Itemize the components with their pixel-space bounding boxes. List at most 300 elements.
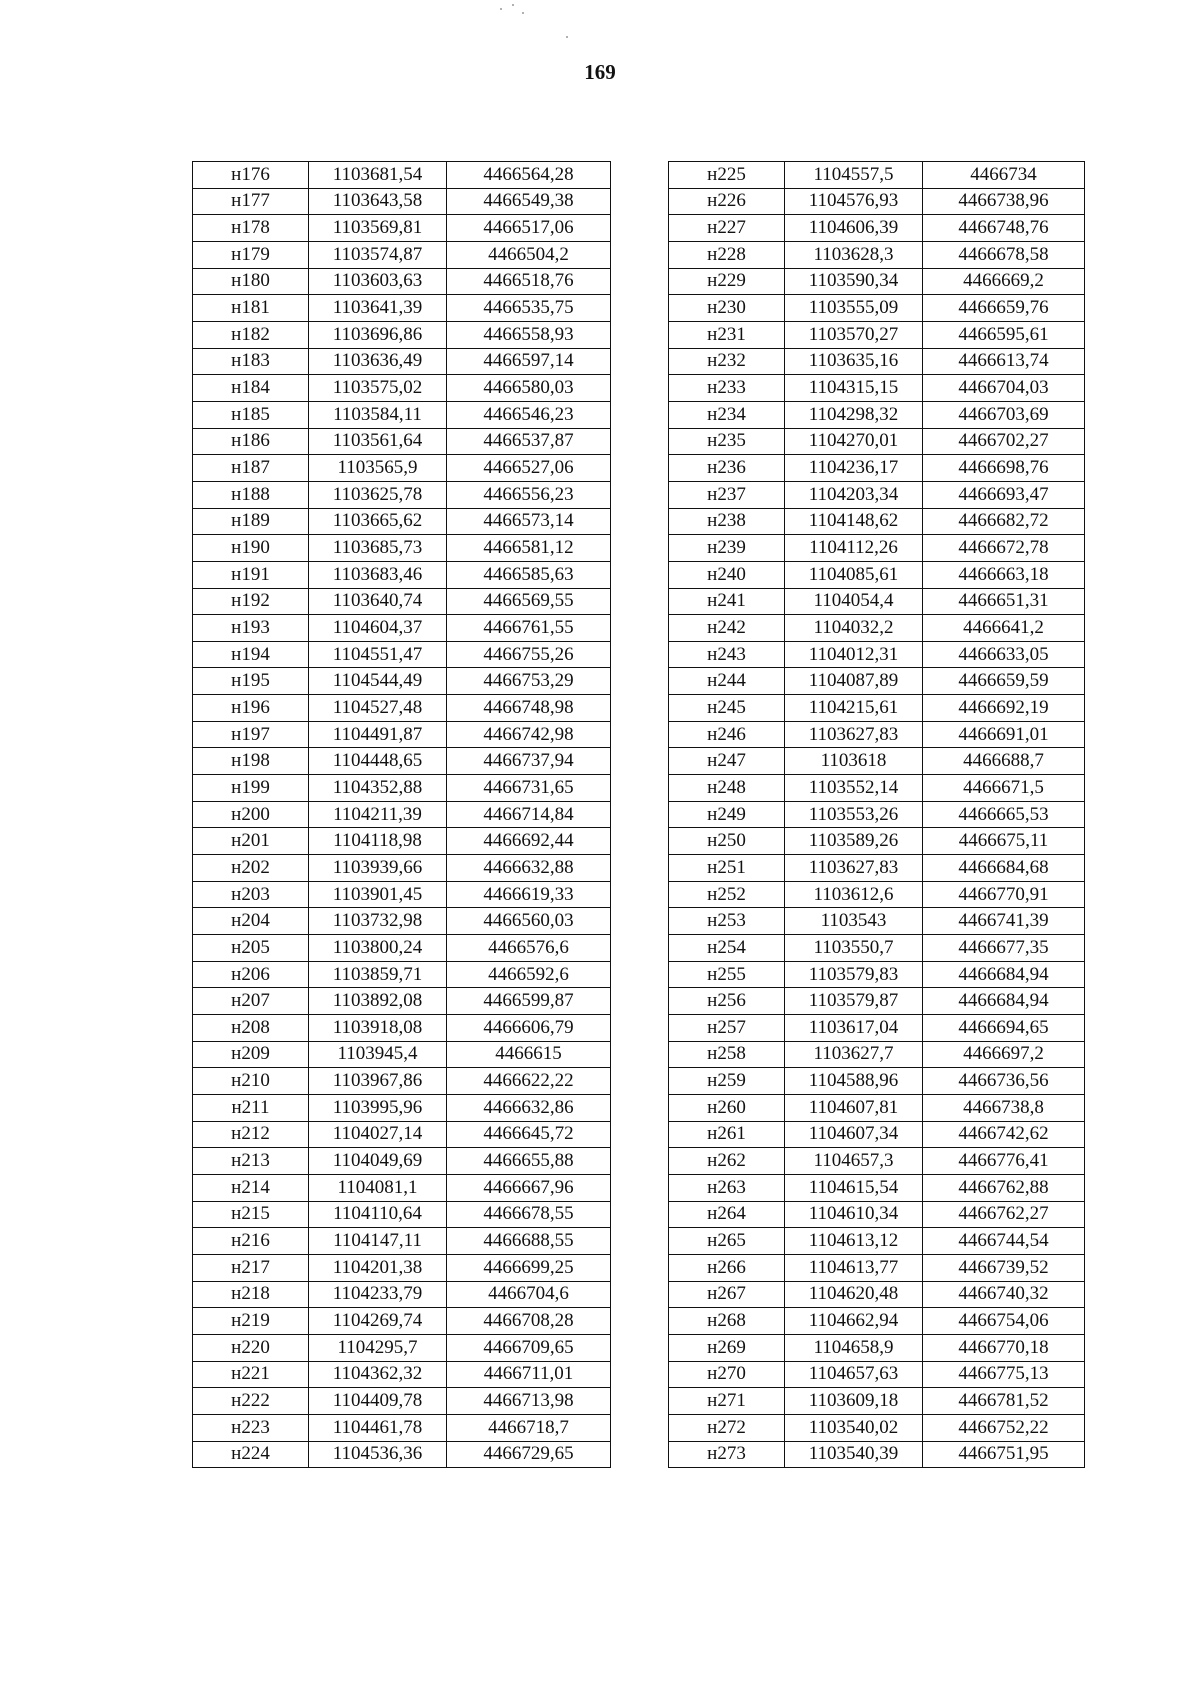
x-coordinate-cell: 1103859,71	[309, 961, 447, 988]
y-coordinate-cell: 4466585,63	[447, 561, 611, 588]
x-coordinate-cell: 1104607,34	[785, 1121, 923, 1148]
y-coordinate-cell: 4466744,54	[923, 1228, 1085, 1255]
y-coordinate-cell: 4466595,61	[923, 321, 1085, 348]
point-id-cell: н190	[193, 535, 309, 562]
point-id-cell: н181	[193, 295, 309, 322]
point-id-cell: н205	[193, 935, 309, 962]
y-coordinate-cell: 4466734	[923, 162, 1085, 189]
x-coordinate-cell: 1104049,69	[309, 1148, 447, 1175]
table-row	[669, 1361, 1085, 1388]
table-row	[669, 1414, 1085, 1441]
point-id-cell: н196	[193, 695, 309, 722]
y-coordinate-cell: 4466693,47	[923, 481, 1085, 508]
point-id-cell: н183	[193, 348, 309, 375]
x-coordinate-cell: 1103696,86	[309, 321, 447, 348]
y-coordinate-cell: 4466569,55	[447, 588, 611, 615]
point-id-cell: н254	[669, 935, 785, 962]
table-row	[669, 1068, 1085, 1095]
y-coordinate-cell: 4466672,78	[923, 535, 1085, 562]
point-id-cell: н192	[193, 588, 309, 615]
y-coordinate-cell: 4466659,59	[923, 668, 1085, 695]
y-coordinate-cell: 4466678,55	[447, 1201, 611, 1228]
table-row	[193, 1068, 611, 1095]
table-row	[669, 961, 1085, 988]
y-coordinate-cell: 4466663,18	[923, 561, 1085, 588]
table-row	[193, 241, 611, 268]
x-coordinate-cell: 1104112,26	[785, 535, 923, 562]
y-coordinate-cell: 4466688,55	[447, 1228, 611, 1255]
x-coordinate-cell: 1103681,54	[309, 162, 447, 189]
table-row	[193, 988, 611, 1015]
table-row	[193, 828, 611, 855]
point-id-cell: н236	[669, 455, 785, 482]
x-coordinate-cell: 1104576,93	[785, 188, 923, 215]
table-row	[193, 1148, 611, 1175]
x-coordinate-cell: 1104362,32	[309, 1361, 447, 1388]
x-coordinate-cell: 1104606,39	[785, 215, 923, 242]
x-coordinate-cell: 1104657,63	[785, 1361, 923, 1388]
y-coordinate-cell: 4466704,03	[923, 375, 1085, 402]
point-id-cell: н241	[669, 588, 785, 615]
scan-speck	[512, 4, 514, 6]
x-coordinate-cell: 1103618	[785, 748, 923, 775]
table-row	[669, 375, 1085, 402]
point-id-cell: н220	[193, 1334, 309, 1361]
x-coordinate-cell: 1104032,2	[785, 615, 923, 642]
table-row	[669, 162, 1085, 189]
y-coordinate-cell: 4466632,88	[447, 855, 611, 882]
x-coordinate-cell: 1103643,58	[309, 188, 447, 215]
table-row	[669, 1121, 1085, 1148]
scan-speck	[500, 8, 502, 10]
table-row	[193, 908, 611, 935]
y-coordinate-cell: 4466754,06	[923, 1308, 1085, 1335]
point-id-cell: н227	[669, 215, 785, 242]
table-row	[193, 1334, 611, 1361]
table-row	[193, 668, 611, 695]
point-id-cell: н218	[193, 1281, 309, 1308]
point-id-cell: н263	[669, 1174, 785, 1201]
point-id-cell: н222	[193, 1388, 309, 1415]
x-coordinate-cell: 1103635,16	[785, 348, 923, 375]
point-id-cell: н234	[669, 401, 785, 428]
point-id-cell: н202	[193, 855, 309, 882]
table-row	[193, 1281, 611, 1308]
x-coordinate-cell: 1103552,14	[785, 775, 923, 802]
y-coordinate-cell: 4466518,76	[447, 268, 611, 295]
x-coordinate-cell: 1104085,61	[785, 561, 923, 588]
x-coordinate-cell: 1103543	[785, 908, 923, 935]
point-id-cell: н244	[669, 668, 785, 695]
y-coordinate-cell: 4466564,28	[447, 162, 611, 189]
table-row	[193, 561, 611, 588]
x-coordinate-cell: 1103590,34	[785, 268, 923, 295]
table-row	[669, 1148, 1085, 1175]
x-coordinate-cell: 1104298,32	[785, 401, 923, 428]
table-row	[669, 828, 1085, 855]
y-coordinate-cell: 4466738,96	[923, 188, 1085, 215]
point-id-cell: н208	[193, 1015, 309, 1042]
y-coordinate-cell: 4466613,74	[923, 348, 1085, 375]
x-coordinate-cell: 1103553,26	[785, 801, 923, 828]
x-coordinate-cell: 1103579,83	[785, 961, 923, 988]
point-id-cell: н271	[669, 1388, 785, 1415]
y-coordinate-cell: 4466597,14	[447, 348, 611, 375]
table-row	[669, 935, 1085, 962]
table-row	[193, 1441, 611, 1468]
x-coordinate-cell: 1103939,66	[309, 855, 447, 882]
y-coordinate-cell: 4466776,41	[923, 1148, 1085, 1175]
point-id-cell: н235	[669, 428, 785, 455]
table-row	[669, 1308, 1085, 1335]
x-coordinate-cell: 1104201,38	[309, 1254, 447, 1281]
x-coordinate-cell: 1103565,9	[309, 455, 447, 482]
x-coordinate-cell: 1104613,77	[785, 1254, 923, 1281]
scan-speck	[522, 12, 524, 14]
x-coordinate-cell: 1104236,17	[785, 455, 923, 482]
point-id-cell: н187	[193, 455, 309, 482]
x-coordinate-cell: 1103627,83	[785, 855, 923, 882]
point-id-cell: н265	[669, 1228, 785, 1255]
y-coordinate-cell: 4466738,8	[923, 1094, 1085, 1121]
table-row	[669, 801, 1085, 828]
y-coordinate-cell: 4466549,38	[447, 188, 611, 215]
table-row	[669, 481, 1085, 508]
table-row	[669, 881, 1085, 908]
y-coordinate-cell: 4466682,72	[923, 508, 1085, 535]
point-id-cell: н258	[669, 1041, 785, 1068]
y-coordinate-cell: 4466762,27	[923, 1201, 1085, 1228]
point-id-cell: н233	[669, 375, 785, 402]
table-row	[669, 721, 1085, 748]
point-id-cell: н200	[193, 801, 309, 828]
y-coordinate-cell: 4466678,58	[923, 241, 1085, 268]
x-coordinate-cell: 1103640,74	[309, 588, 447, 615]
y-coordinate-cell: 4466770,18	[923, 1334, 1085, 1361]
y-coordinate-cell: 4466535,75	[447, 295, 611, 322]
x-coordinate-cell: 1103901,45	[309, 881, 447, 908]
table-row	[669, 561, 1085, 588]
y-coordinate-cell: 4466704,6	[447, 1281, 611, 1308]
x-coordinate-cell: 1104409,78	[309, 1388, 447, 1415]
point-id-cell: н203	[193, 881, 309, 908]
y-coordinate-cell: 4466748,98	[447, 695, 611, 722]
y-coordinate-cell: 4466762,88	[923, 1174, 1085, 1201]
y-coordinate-cell: 4466748,76	[923, 215, 1085, 242]
point-id-cell: н239	[669, 535, 785, 562]
x-coordinate-cell: 1104215,61	[785, 695, 923, 722]
table-row	[193, 588, 611, 615]
y-coordinate-cell: 4466737,94	[447, 748, 611, 775]
table-row	[193, 881, 611, 908]
x-coordinate-cell: 1103918,08	[309, 1015, 447, 1042]
table-row	[193, 1015, 611, 1042]
y-coordinate-cell: 4466632,86	[447, 1094, 611, 1121]
y-coordinate-cell: 4466752,22	[923, 1414, 1085, 1441]
point-id-cell: н229	[669, 268, 785, 295]
point-id-cell: н245	[669, 695, 785, 722]
point-id-cell: н219	[193, 1308, 309, 1335]
table-row	[193, 455, 611, 482]
y-coordinate-cell: 4466669,2	[923, 268, 1085, 295]
point-id-cell: н228	[669, 241, 785, 268]
y-coordinate-cell: 4466684,68	[923, 855, 1085, 882]
x-coordinate-cell: 1103569,81	[309, 215, 447, 242]
x-coordinate-cell: 1104027,14	[309, 1121, 447, 1148]
point-id-cell: н188	[193, 481, 309, 508]
x-coordinate-cell: 1104233,79	[309, 1281, 447, 1308]
point-id-cell: н240	[669, 561, 785, 588]
point-id-cell: н226	[669, 188, 785, 215]
x-coordinate-cell: 1103579,87	[785, 988, 923, 1015]
table-row	[193, 348, 611, 375]
point-id-cell: н231	[669, 321, 785, 348]
table-row	[669, 1388, 1085, 1415]
y-coordinate-cell: 4466711,01	[447, 1361, 611, 1388]
y-coordinate-cell: 4466504,2	[447, 241, 611, 268]
point-id-cell: н268	[669, 1308, 785, 1335]
table-row	[669, 401, 1085, 428]
y-coordinate-cell: 4466697,2	[923, 1041, 1085, 1068]
table-row	[193, 1308, 611, 1335]
x-coordinate-cell: 1104491,87	[309, 721, 447, 748]
point-id-cell: н259	[669, 1068, 785, 1095]
table-row	[669, 455, 1085, 482]
y-coordinate-cell: 4466688,7	[923, 748, 1085, 775]
x-coordinate-cell: 1103561,64	[309, 428, 447, 455]
table-row	[669, 1281, 1085, 1308]
x-coordinate-cell: 1103575,02	[309, 375, 447, 402]
y-coordinate-cell: 4466781,52	[923, 1388, 1085, 1415]
x-coordinate-cell: 1104461,78	[309, 1414, 447, 1441]
table-row	[193, 295, 611, 322]
table-row	[193, 1414, 611, 1441]
x-coordinate-cell: 1103892,08	[309, 988, 447, 1015]
y-coordinate-cell: 4466592,6	[447, 961, 611, 988]
x-coordinate-cell: 1104615,54	[785, 1174, 923, 1201]
x-coordinate-cell: 1103685,73	[309, 535, 447, 562]
coordinates-table-right	[668, 161, 1085, 1468]
table-row	[669, 988, 1085, 1015]
x-coordinate-cell: 1104211,39	[309, 801, 447, 828]
table-row	[669, 695, 1085, 722]
x-coordinate-cell: 1103627,83	[785, 721, 923, 748]
point-id-cell: н189	[193, 508, 309, 535]
y-coordinate-cell: 4466677,35	[923, 935, 1085, 962]
point-id-cell: н266	[669, 1254, 785, 1281]
y-coordinate-cell: 4466694,65	[923, 1015, 1085, 1042]
x-coordinate-cell: 1104527,48	[309, 695, 447, 722]
table-row	[669, 508, 1085, 535]
point-id-cell: н272	[669, 1414, 785, 1441]
y-coordinate-cell: 4466546,23	[447, 401, 611, 428]
point-id-cell: н247	[669, 748, 785, 775]
point-id-cell: н201	[193, 828, 309, 855]
point-id-cell: н195	[193, 668, 309, 695]
table-row	[669, 188, 1085, 215]
point-id-cell: н210	[193, 1068, 309, 1095]
point-id-cell: н178	[193, 215, 309, 242]
point-id-cell: н197	[193, 721, 309, 748]
y-coordinate-cell: 4466622,22	[447, 1068, 611, 1095]
x-coordinate-cell: 1104536,36	[309, 1441, 447, 1468]
point-id-cell: н182	[193, 321, 309, 348]
y-coordinate-cell: 4466684,94	[923, 961, 1085, 988]
point-id-cell: н250	[669, 828, 785, 855]
x-coordinate-cell: 1104148,62	[785, 508, 923, 535]
y-coordinate-cell: 4466702,27	[923, 428, 1085, 455]
y-coordinate-cell: 4466556,23	[447, 481, 611, 508]
x-coordinate-cell: 1103945,4	[309, 1041, 447, 1068]
table-row	[193, 535, 611, 562]
x-coordinate-cell: 1104295,7	[309, 1334, 447, 1361]
table-row	[193, 855, 611, 882]
table-row	[669, 428, 1085, 455]
table-row	[669, 1041, 1085, 1068]
x-coordinate-cell: 1104081,1	[309, 1174, 447, 1201]
point-id-cell: н246	[669, 721, 785, 748]
table-row	[669, 1441, 1085, 1468]
y-coordinate-cell: 4466753,29	[447, 668, 611, 695]
x-coordinate-cell: 1104110,64	[309, 1201, 447, 1228]
y-coordinate-cell: 4466573,14	[447, 508, 611, 535]
table-row	[193, 1121, 611, 1148]
x-coordinate-cell: 1104054,4	[785, 588, 923, 615]
y-coordinate-cell: 4466665,53	[923, 801, 1085, 828]
table-row	[193, 615, 611, 642]
y-coordinate-cell: 4466691,01	[923, 721, 1085, 748]
x-coordinate-cell: 1103555,09	[785, 295, 923, 322]
point-id-cell: н262	[669, 1148, 785, 1175]
y-coordinate-cell: 4466537,87	[447, 428, 611, 455]
x-coordinate-cell: 1103589,26	[785, 828, 923, 855]
point-id-cell: н273	[669, 1441, 785, 1468]
y-coordinate-cell: 4466558,93	[447, 321, 611, 348]
table-row	[669, 348, 1085, 375]
table-row	[193, 748, 611, 775]
table-row	[193, 641, 611, 668]
y-coordinate-cell: 4466581,12	[447, 535, 611, 562]
point-id-cell: н216	[193, 1228, 309, 1255]
y-coordinate-cell: 4466708,28	[447, 1308, 611, 1335]
table-row	[193, 721, 611, 748]
y-coordinate-cell: 4466731,65	[447, 775, 611, 802]
table-row	[193, 935, 611, 962]
table-row	[193, 401, 611, 428]
x-coordinate-cell: 1104087,89	[785, 668, 923, 695]
point-id-cell: н193	[193, 615, 309, 642]
table-row	[669, 908, 1085, 935]
x-coordinate-cell: 1104147,11	[309, 1228, 447, 1255]
table-row	[193, 321, 611, 348]
x-coordinate-cell: 1103540,02	[785, 1414, 923, 1441]
table-row	[669, 268, 1085, 295]
table-row	[193, 481, 611, 508]
point-id-cell: н199	[193, 775, 309, 802]
table-row	[193, 188, 611, 215]
table-row	[669, 641, 1085, 668]
table-row	[669, 748, 1085, 775]
y-coordinate-cell: 4466645,72	[447, 1121, 611, 1148]
point-id-cell: н215	[193, 1201, 309, 1228]
point-id-cell: н270	[669, 1361, 785, 1388]
y-coordinate-cell: 4466729,65	[447, 1441, 611, 1468]
point-id-cell: н256	[669, 988, 785, 1015]
x-coordinate-cell: 1104657,3	[785, 1148, 923, 1175]
table-row	[193, 162, 611, 189]
y-coordinate-cell: 4466739,52	[923, 1254, 1085, 1281]
point-id-cell: н206	[193, 961, 309, 988]
point-id-cell: н224	[193, 1441, 309, 1468]
point-id-cell: н225	[669, 162, 785, 189]
y-coordinate-cell: 4466692,19	[923, 695, 1085, 722]
table-row	[193, 268, 611, 295]
point-id-cell: н209	[193, 1041, 309, 1068]
y-coordinate-cell: 4466698,76	[923, 455, 1085, 482]
y-coordinate-cell: 4466599,87	[447, 988, 611, 1015]
point-id-cell: н248	[669, 775, 785, 802]
y-coordinate-cell: 4466641,2	[923, 615, 1085, 642]
y-coordinate-cell: 4466755,26	[447, 641, 611, 668]
y-coordinate-cell: 4466770,91	[923, 881, 1085, 908]
y-coordinate-cell: 4466615	[447, 1041, 611, 1068]
x-coordinate-cell: 1103609,18	[785, 1388, 923, 1415]
table-row	[193, 1094, 611, 1121]
table-row	[669, 615, 1085, 642]
scan-speck	[566, 36, 568, 38]
x-coordinate-cell: 1104658,9	[785, 1334, 923, 1361]
point-id-cell: н191	[193, 561, 309, 588]
table-row	[669, 215, 1085, 242]
y-coordinate-cell: 4466655,88	[447, 1148, 611, 1175]
y-coordinate-cell: 4466560,03	[447, 908, 611, 935]
table-row	[669, 1174, 1085, 1201]
coordinates-table-left	[192, 161, 611, 1468]
y-coordinate-cell: 4466740,32	[923, 1281, 1085, 1308]
y-coordinate-cell: 4466606,79	[447, 1015, 611, 1042]
y-coordinate-cell: 4466684,94	[923, 988, 1085, 1015]
point-id-cell: н217	[193, 1254, 309, 1281]
point-id-cell: н251	[669, 855, 785, 882]
x-coordinate-cell: 1103540,39	[785, 1441, 923, 1468]
y-coordinate-cell: 4466671,5	[923, 775, 1085, 802]
x-coordinate-cell: 1103570,27	[785, 321, 923, 348]
x-coordinate-cell: 1104544,49	[309, 668, 447, 695]
y-coordinate-cell: 4466517,06	[447, 215, 611, 242]
x-coordinate-cell: 1103628,3	[785, 241, 923, 268]
table-row	[669, 535, 1085, 562]
y-coordinate-cell: 4466576,6	[447, 935, 611, 962]
table-row	[669, 588, 1085, 615]
point-id-cell: н184	[193, 375, 309, 402]
y-coordinate-cell: 4466699,25	[447, 1254, 611, 1281]
x-coordinate-cell: 1103995,96	[309, 1094, 447, 1121]
x-coordinate-cell: 1103612,6	[785, 881, 923, 908]
x-coordinate-cell: 1103665,62	[309, 508, 447, 535]
y-coordinate-cell: 4466761,55	[447, 615, 611, 642]
point-id-cell: н230	[669, 295, 785, 322]
table-row	[669, 775, 1085, 802]
point-id-cell: н269	[669, 1334, 785, 1361]
table-row	[193, 1174, 611, 1201]
table-row	[193, 215, 611, 242]
y-coordinate-cell: 4466527,06	[447, 455, 611, 482]
table-row	[193, 801, 611, 828]
page-number: 169	[584, 60, 616, 84]
x-coordinate-cell: 1104607,81	[785, 1094, 923, 1121]
point-id-cell: н179	[193, 241, 309, 268]
table-row	[193, 428, 611, 455]
